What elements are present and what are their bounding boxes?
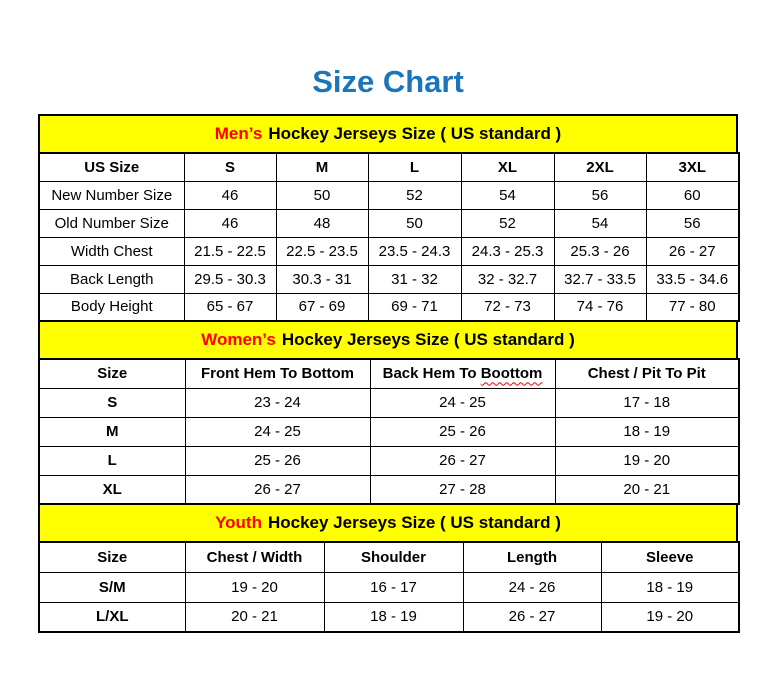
row-label: Body Height — [39, 293, 184, 321]
column-header: L — [368, 153, 461, 181]
cell: 56 — [554, 181, 646, 209]
row-label: M — [39, 417, 185, 446]
cell: 23.5 - 24.3 — [368, 237, 461, 265]
column-header: Shoulder — [324, 542, 463, 572]
cell: 30.3 - 31 — [276, 265, 368, 293]
womens-header-row — [39, 359, 739, 388]
cell: 54 — [461, 181, 554, 209]
row-label: S — [39, 388, 185, 417]
table-row — [39, 388, 739, 417]
column-header: Length — [463, 542, 601, 572]
cell: 26 - 27 — [185, 475, 370, 504]
row-label: Old Number Size — [39, 209, 184, 237]
table-row — [39, 209, 739, 237]
row-label: Back Length — [39, 265, 184, 293]
cell: 31 - 32 — [368, 265, 461, 293]
youth-band-text: Hockey Jerseys Size ( US standard ) — [267, 513, 561, 532]
cell: 54 — [554, 209, 646, 237]
size-chart-stack — [38, 114, 738, 633]
youth-header-row — [39, 542, 739, 572]
womens-band-highlight: Women’s — [201, 330, 276, 349]
cell: 46 — [184, 209, 276, 237]
cell: 48 — [276, 209, 368, 237]
mens-band-highlight: Men’s — [214, 124, 263, 143]
table-row — [39, 602, 739, 632]
column-header: US Size — [39, 153, 184, 181]
table-row — [39, 417, 739, 446]
cell: 52 — [368, 181, 461, 209]
cell: 46 — [184, 181, 276, 209]
column-header: S — [184, 153, 276, 181]
womens-band-text: Hockey Jerseys Size ( US standard ) — [281, 330, 575, 349]
column-header: Front Hem To Bottom — [185, 359, 370, 388]
cell: 56 — [646, 209, 739, 237]
table-row — [39, 475, 739, 504]
cell: 52 — [461, 209, 554, 237]
cell: 26 - 27 — [463, 602, 601, 632]
cell: 24 - 26 — [463, 572, 601, 602]
mens-band-text: Hockey Jerseys Size ( US standard ) — [268, 124, 562, 143]
youth-size-table — [38, 541, 740, 633]
cell: 24 - 25 — [185, 417, 370, 446]
column-header — [370, 359, 555, 388]
table-row — [39, 293, 739, 321]
cell: 26 - 27 — [646, 237, 739, 265]
cell: 19 - 20 — [185, 572, 324, 602]
table-row — [39, 572, 739, 602]
column-header: Chest / Pit To Pit — [555, 359, 739, 388]
cell: 21.5 - 22.5 — [184, 237, 276, 265]
column-header: XL — [461, 153, 554, 181]
table-row — [39, 237, 739, 265]
mens-size-table — [38, 152, 740, 322]
cell: 32 - 32.7 — [461, 265, 554, 293]
cell: 60 — [646, 181, 739, 209]
back-hem-prefix: Back Hem To — [382, 365, 477, 383]
row-label: L — [39, 446, 185, 475]
column-header: 3XL — [646, 153, 739, 181]
cell: 19 - 20 — [601, 602, 739, 632]
cell: 20 - 21 — [185, 602, 324, 632]
row-label: Width Chest — [39, 237, 184, 265]
womens-section-band — [38, 320, 738, 360]
cell: 69 - 71 — [368, 293, 461, 321]
column-header: Size — [39, 359, 185, 388]
cell: 33.5 - 34.6 — [646, 265, 739, 293]
mens-section-band — [38, 114, 738, 154]
cell: 25.3 - 26 — [554, 237, 646, 265]
column-header: Sleeve — [601, 542, 739, 572]
cell: 18 - 19 — [601, 572, 739, 602]
cell: 50 — [368, 209, 461, 237]
column-header: M — [276, 153, 368, 181]
row-label: L/XL — [39, 602, 185, 632]
cell: 65 - 67 — [184, 293, 276, 321]
cell: 29.5 - 30.3 — [184, 265, 276, 293]
row-label: XL — [39, 475, 185, 504]
cell: 27 - 28 — [370, 475, 555, 504]
page-title: Size Chart — [312, 64, 464, 99]
cell: 16 - 17 — [324, 572, 463, 602]
table-row — [39, 265, 739, 293]
cell: 26 - 27 — [370, 446, 555, 475]
table-row — [39, 181, 739, 209]
cell: 50 — [276, 181, 368, 209]
column-header: Chest / Width — [185, 542, 324, 572]
cell: 72 - 73 — [461, 293, 554, 321]
cell: 18 - 19 — [555, 417, 739, 446]
youth-section-band — [38, 503, 738, 543]
table-row — [39, 446, 739, 475]
cell: 32.7 - 33.5 — [554, 265, 646, 293]
row-label: New Number Size — [39, 181, 184, 209]
cell: 74 - 76 — [554, 293, 646, 321]
cell: 23 - 24 — [185, 388, 370, 417]
back-hem-misspelled-word: Boottom — [480, 365, 543, 383]
column-header: 2XL — [554, 153, 646, 181]
row-label: S/M — [39, 572, 185, 602]
cell: 17 - 18 — [555, 388, 739, 417]
cell: 25 - 26 — [185, 446, 370, 475]
mens-header-row — [39, 153, 739, 181]
cell: 20 - 21 — [555, 475, 739, 504]
cell: 18 - 19 — [324, 602, 463, 632]
womens-size-table — [38, 358, 740, 505]
cell: 22.5 - 23.5 — [276, 237, 368, 265]
cell: 24 - 25 — [370, 388, 555, 417]
cell: 67 - 69 — [276, 293, 368, 321]
cell: 25 - 26 — [370, 417, 555, 446]
cell: 19 - 20 — [555, 446, 739, 475]
youth-band-highlight: Youth — [215, 513, 262, 532]
cell: 24.3 - 25.3 — [461, 237, 554, 265]
cell: 77 - 80 — [646, 293, 739, 321]
column-header: Size — [39, 542, 185, 572]
